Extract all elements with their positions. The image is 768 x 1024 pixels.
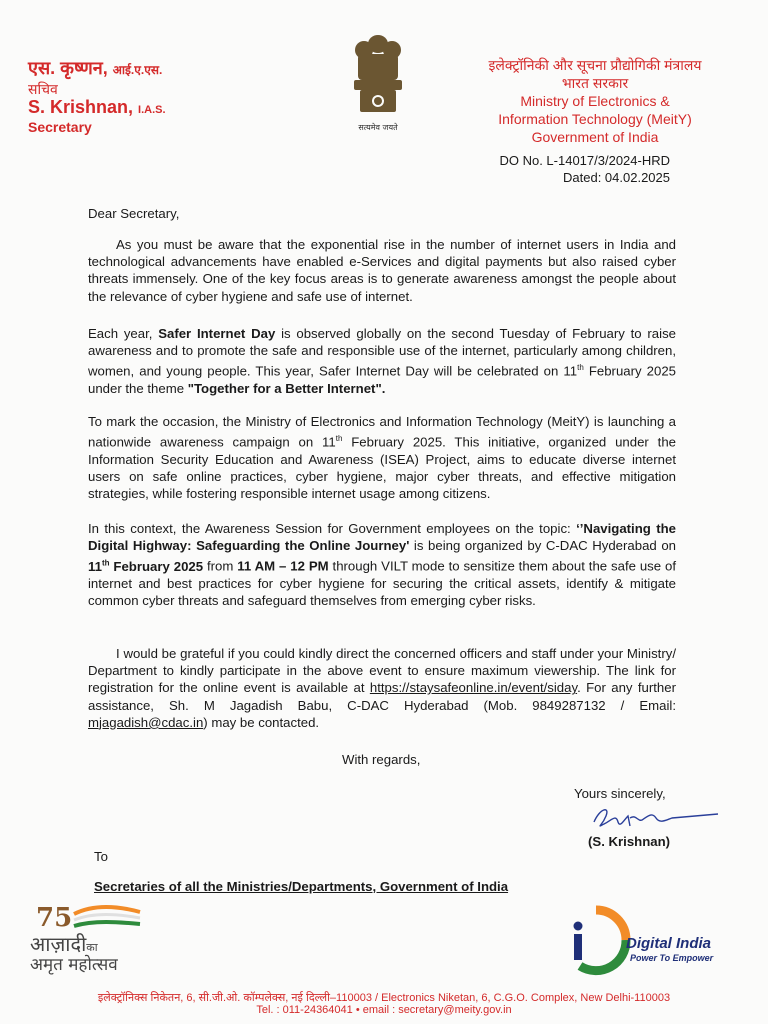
p4-c: is being organized by C-DAC Hyderabad on [409,538,676,554]
session-topic: ‘’Navigating the Digital Highway: Safeguarding the Online Journey' [88,521,677,554]
paragraph-2-text [88,325,676,397]
sender-english-title: Secretary [28,119,92,135]
reference-block [420,152,670,186]
p3-b: February 2025. This initiative, organized under the Information Security Education and Awareness (ISEA) Project, aims to educate diverse internet users on safe online practices, cyber hygiene, major cyber threats, and effective mitigation strategies, while fostering responsible internet usage among citizens. [88,434,676,502]
p2-d: February 2025 under the theme [88,363,676,396]
footer-address: इलेक्ट्रॉनिक्स निकेतन, 6, सी.जी.ओ. कॉम्पलेक्स, नई दिल्ली–110003 / Electronics Niketan, 6, C.G.O. Complex, New Delhi-110003 [97,992,671,1004]
sender-hindi-name-text: एस. कृष्णन, [28,58,108,78]
p4-sup: th [101,558,110,568]
p4-h: through VILT mode to sensitize them about the safe use of internet and best practices for cyber hygiene for securing the critical assets, identify & mitigate common cyber threats and safeguard themselves from emerging cyber risks. [88,558,677,609]
digital-india-logo-icon [560,904,632,976]
emblem-motto: सत्यमेव जयते [358,123,398,132]
sender-english-name [28,97,166,118]
sender-hindi-name [28,56,162,80]
p3-a: To mark the occasion, the Ministry of Electronics and Information Technology (MeitY) is launching a nationwide awareness campaign on 11 [88,414,676,450]
session-time: 11 AM – 12 PM [237,558,329,574]
p5-c: ) may be contacted. [203,714,320,730]
p2-c: is observed globally on the second Tuesday of February to raise awareness and to promote the safe and responsible use of the internet, particularly among children, women, and young people. This year, Safer Internet Day will be celebrated on 11 [88,326,677,379]
govt-hindi: भारत सरकार [561,75,629,91]
digital-india-text: Digital India [626,935,712,952]
paragraph-1-text: As you must be aware that the exponential rise in the number of internet users in India and technological advancements have enabled e-Services and digital payments but also raised cyber threats immensely. One of the key focus areas is to generate awareness amongst the people about the relevance of cyber hygiene and safe use of internet. [88,237,676,304]
azadi-word: आज़ादी [30,932,87,956]
letter-date: Dated: 04.02.2025 [563,170,670,185]
do-number: DO No. L-14017/3/2024-HRD [499,153,670,168]
svg-text:75: 75 [36,903,73,933]
digital-india-tagline: Power To Empower [630,953,714,963]
p2-a: Each year, [88,326,159,341]
azadi-text-2: अमृत महोत्सव [30,955,118,975]
signatory: (S. Krishnan) [588,834,671,849]
registration-link[interactable]: https://staysafeonline.in/event/siday [369,680,578,696]
closing: Yours sincerely, [574,786,666,801]
contact-email-link[interactable]: mjagadish@cdac.in [88,714,204,730]
p3-sup: th [335,434,343,444]
ministry-block [460,56,730,146]
safer-internet-day: Safer Internet Day [158,326,276,341]
theme: "Together for a Better Internet". [187,381,386,396]
footer-contact: Tel. : 011-24364041 • email : secretary@meity.gov.in [256,1004,512,1016]
sender-english-suffix: I.A.S. [138,104,166,116]
paragraph-4-text [88,520,676,609]
sender-english-name-text: S. Krishnan, [28,97,134,117]
p4-d: 11 [88,558,102,574]
paragraph-4 [88,520,676,609]
regards: With regards, [342,752,421,767]
azadi-ka: का [86,941,98,954]
govt-english: Government of India [531,129,659,145]
ministry-english-2: Information Technology (MeitY) [498,111,692,127]
ministry-english-1: Ministry of Electronics & [520,93,670,109]
paragraph-5-text [88,645,676,731]
to-label: To [94,849,108,864]
p2-sup: th [577,363,584,373]
p5-b: . For any further assistance, Sh. M Jagadish Babu, C-DAC Hyderabad (Mob. 9849287132 / Email: [88,680,676,713]
salutation: Dear Secretary, [88,206,180,221]
paragraph-3-text [88,413,676,502]
national-emblem-icon [344,30,412,138]
p4-a: In this context, the Awareness Session for Government employees on the topic: [88,521,577,536]
signature-icon [586,798,726,838]
p4-e: February 2025 [109,558,204,574]
ministry-hindi: इलेक्ट्रॉनिकी और सूचना प्रौद्योगिकी मंत्रालय [488,57,702,73]
recipients: Secretaries of all the Ministries/Departments, Government of India [94,879,509,894]
paragraph-1 [88,236,676,305]
paragraph-5 [88,645,676,731]
p4-f: from [203,558,238,574]
sender-hindi-title: सचिव [28,81,58,97]
sender-hindi-suffix: आई.ए.एस. [112,63,163,77]
p5-a: I would be grateful if you could kindly direct the concerned officers and staff under your Ministry/ Department to kindly participate in the above event to ensure maximum viewership. The link for registration for the online event is available at [88,646,676,696]
paragraph-3 [88,413,676,502]
paragraph-2 [88,325,676,397]
